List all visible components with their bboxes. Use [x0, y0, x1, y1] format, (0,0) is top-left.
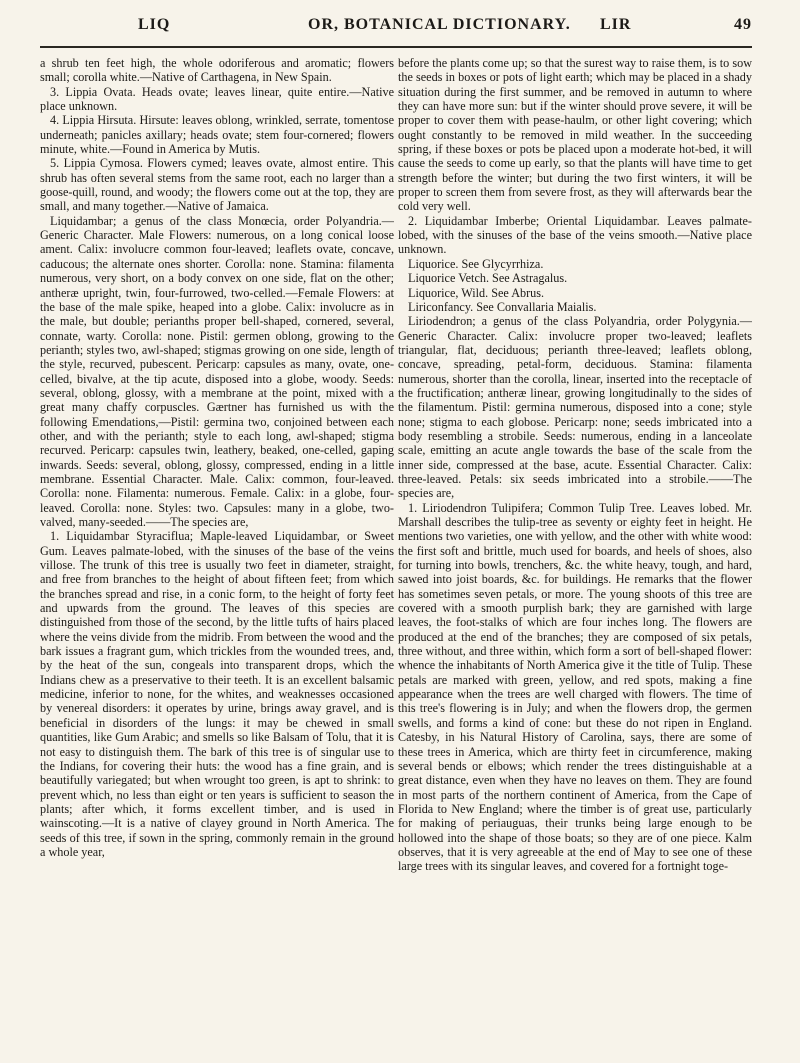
page-number: 49	[734, 16, 752, 33]
header-rule	[40, 46, 752, 48]
paragraph: 3. Lippia Ovata. Heads ovate; leaves linear, quite entire.—Native place unknown.	[40, 84, 394, 114]
running-head-left: LIQ	[138, 16, 171, 33]
paragraph: 1. Liquidambar Styraciflua; Maple-leaved Liquidambar, or Sweet Gum. Leaves palmate-lobed, with the sinuses of the base of the veins villose. The trunk of this tree is usually two feet in diameter, straight, and free from branches to the height of about fifteen feet; from which the branches spread and rise, in a conic form, to the height of forty feet and upwards from the ground. The leaves of this species are distinguished from those of the second, by the little tufts of hairs placed where the veins divide from the midrib. From between the wood and the bark issues a fragrant gum, which trickles from the wounded trees, and, by the heat of the sun, congeals into transparent drops, which the Indians chew as a preservative to their teeth. It is an excellent balsamic medicine, inferior to none, for the whites, and weaknesses occasioned by venereal disorders: it operates by urine, brings away gravel, and is beneficial in disorders of the lungs: it may be chewed in small quantities, like Gum Arabic; and smells so like Balsam of Tolu, that it is not easy to distinguish them. The bark of this tree is of singular use to the Indians, for covering their huts: the wood has a fine grain, and is beautifully variegated; but when wrought too green, is apt to shrink: to prevent which, no less than eight or ten years is sufficient to season the plants; after which, it forms excellent timber, and is used in wainscoting.—It is a native of clayey ground in North America. The seeds of this tree, if sown in the spring, commonly remain in the ground a whole year,	[40, 529, 394, 859]
paragraph: Liquorice. See Glycyrrhiza.	[408, 256, 544, 271]
paragraph: 1. Liriodendron Tulipifera; Common Tulip Tree. Leaves lobed. Mr. Marshall describes the tulip-tree as seventy or eighty feet in height. He mentions two varieties, one with yellow, and the other with white wood: the first soft and brittle, much used for boards, and heels of shoes, also for turning into bowls, trenchers, &c. the white heavy, tough, and hard, sawed into joist boards, &c. for buildings. He remarks that the flower has sometimes seven petals, or more. The young shoots of this tree are covered with a smooth purplish bark; they are garnished with large leaves, the foot-stalks of which are four inches long. The flowers are produced at the end of the branches; they are composed of six petals, three without, and three within, which form a sort of bell-shaped flower: whence the inhabitants of North America give it the title of Tulip. These petals are marked with green, yellow, and red spots, making a fine appearance when the trees are well charged with flowers. The time of this tree's flowering is in July; and when the flowers drop, the germen swells, and forms a kind of cone: but these do not ripen in England. Catesby, in his Natural History of Carolina, says, there are some of these trees in America, which are thirty feet in circumference, making several bends or elbows; which render the trees distinguishable at a great distance, even when they have no leaves on them. They are found in most parts of the northern continent of America, from the Cape of Florida to New England; where the timber is of great use, particularly for making of periauguas, their trunks being large enough to be hollowed into the shape of those boats; so they are of one piece. Kalm observes, that it is very agreeable at the end of May to see one of these large trees with its singular leaves, and covered for a fortnight toge-	[398, 500, 752, 874]
left-column	[40, 56, 394, 1051]
right-column	[398, 56, 752, 1051]
paragraph: 4. Lippia Hirsuta. Hirsute: leaves oblong, wrinkled, serrate, tomentose underneath; panicles axillary; heads ovate; stem four-cornered; flowers minute, white.—Found in America by Mutis.	[40, 113, 394, 157]
paragraph: 2. Liquidambar Imberbe; Oriental Liquidambar. Leaves palmate-lobed, with the sinuses of the base of the veins smooth.—Native place unknown.	[398, 213, 752, 257]
running-head-title: OR, BOTANICAL DICTIONARY.	[308, 16, 571, 33]
running-head-right: LIR	[600, 16, 632, 33]
paragraph: 5. Lippia Cymosa. Flowers cymed; leaves ovate, almost entire. This shrub has often several stems from the same root, each no larger than a goose-quill, round, and woody; the flowers come out at the top, they are small, and many together.—Native of Jamaica.	[40, 156, 394, 214]
paragraph: Liquorice Vetch. See Astragalus.	[408, 271, 568, 286]
paragraph: a shrub ten feet high, the whole odoriferous and aromatic; flowers small; corolla white.—Native of Carthagena, in New Spain.	[40, 56, 394, 85]
paragraph: Liquidambar; a genus of the class Monœcia, order Polyandria.—Generic Character. Male Flowers: numerous, on a long conical loose ament. Calix: involucre common four-leaved; leaflets ovate, concave, caducous; the alternate ones shorter. Corolla: none. Stamina: filamenta numerous, very short, on a body convex on one side, flat on the other; antheræ upright, twin, four-furrowed, two-celled.—Female Flowers: at the base of the male spike, heaped into a globe. Calix: involucre as in the male, but double; perianths proper bell-shaped, cornered, several, connate, warty. Corolla: none. Pistil: germen oblong, growing to the perianth; styles two, awl-shaped; stigmas growing on one side, length of the style, recurved, pubescent. Pericarp: capsules as many, ovate, one-celled, bivalve, at the tip acute, disposed into a globe, woody. Seeds: several, oblong, glossy, with a membrane at the point, mixed with a great many chaffy corpuscles. Gærtner has furnished us with the following Emendations,—Pistil: germina two, conjoined between each other, and with the perianth; style to each long, awl-shaped; stigma recurved. Pericarp: capsules twin, leathery, beaked, one-celled, gaping inwards. Seeds: several, oblong, glossy, compressed, ending in a little membrane. Essential Character. Male. Calix: common, four-leaved. Corolla: none. Filamenta: numerous. Female. Calix: in a globe, four-leaved. Corolla: none. Styles: two. Capsules: many in a globe, two-valved, many-seeded.——The species are,	[40, 213, 394, 529]
paragraph: Liriconfancy. See Convallaria Maialis.	[408, 299, 597, 314]
paragraph: Liriodendron; a genus of the class Polyandria, order Polygynia.—Generic Character. Calix: involucre proper two-leaved; leaflets triangular, flat, deciduous; perianth three-leaved; leaflets oblong, concave, spreading, petal-form, deciduous. Stamina: filamenta numerous, shorter than the corolla, linear, inserted into the receptacle of the fructification; antheræ linear, growing longitudinally to the sides of the filamentum. Pistil: germina numerous, disposed into a cone; style none; stigma to each globose. Pericarp: none; seeds imbricated into a body resembling a strobile. Seeds: numerous, ending in a lanceolate scale, emitting an acute angle towards the base of the scale from the inner side, compressed at the base, acute. Essential Character. Calix: three-leaved. Petals: six seeds imbricated into a strobile.——The species are,	[398, 314, 752, 501]
paragraph: before the plants come up; so that the surest way to raise them, is to sow the seeds in boxes or pots of light earth; which may be placed in a shady situation during the first summer, and be removed in autumn to where they can have more sun: but if the winter should prove severe, it will be proper to cover them with pease-haulm, or other light covering; which ought constantly to be removed in mild weather. In the succeeding spring, if these boxes or pots be placed upon a moderate hot-bed, it will cause the seeds to come up early, so that the plants will have time to get strength before the winter; but during the two first winters, it will be proper to screen them from severe frost, as they will afterwards bear the cold very well.	[398, 56, 752, 214]
paragraph: Liquorice, Wild. See Abrus.	[408, 285, 545, 300]
page-header	[40, 16, 752, 40]
